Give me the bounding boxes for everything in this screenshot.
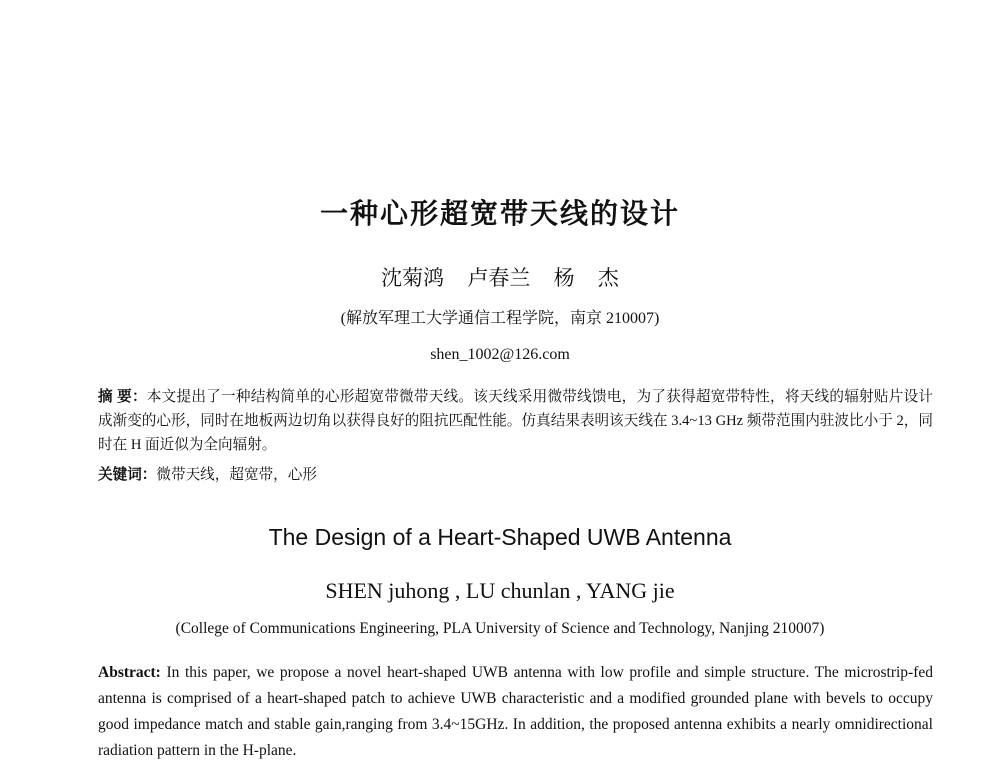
chinese-authors: 沈菊鸿 卢春兰 杨 杰 (381, 266, 619, 290)
english-authors: SHEN juhong , LU chunlan , YANG jie (325, 578, 675, 603)
author-email: shen_1002@126.com (430, 346, 570, 363)
chinese-keywords-text: 微带天线，超宽带，心形 (156, 467, 317, 483)
chinese-affiliation: (解放军理工大学通信工程学院，南京 210007) (340, 310, 660, 327)
english-abstract (98, 660, 933, 764)
chinese-abstract-label: 摘 要： (98, 389, 147, 405)
chinese-title: 一种心形超宽带天线的设计 (319, 198, 680, 229)
english-title: The Design of a Heart-Shaped UWB Antenna (268, 524, 732, 550)
chinese-keywords-label: 关键词： (98, 467, 157, 483)
chinese-abstract-text: 本文提出了一种结构简单的心形超宽带微带天线。该天线采用微带线馈电，为了获得超宽带特性，将天线的辐射贴片设计成渐变的心形，同时在地板两边切角以获得良好的阻抗匹配性能。仿真结果表明该天线在 3.4~13 GHz 频带范围内驻波比小于 2，同时在 H 面近似为全向辐射。 (98, 389, 933, 453)
english-affiliation: (College of Communications Engineering, PLA University of Science and Technology, Nanjing 210007) (175, 620, 825, 637)
chinese-keywords (98, 463, 933, 487)
english-abstract-text: In this paper, we propose a novel heart-shaped UWB antenna with low profile and simple structure. The microstrip-fed antenna is comprised of a heart-shaped patch to achieve UWB characteristic and a modified grounded plane with bevels to occupy good impedance match and stable gain,ranging from 3.4~15GHz. In addition, the proposed antenna exhibits a nearly omnidirectional radiation pattern in the H-plane. (98, 664, 933, 759)
chinese-abstract (98, 385, 933, 457)
english-abstract-label: Abstract: (98, 664, 161, 681)
